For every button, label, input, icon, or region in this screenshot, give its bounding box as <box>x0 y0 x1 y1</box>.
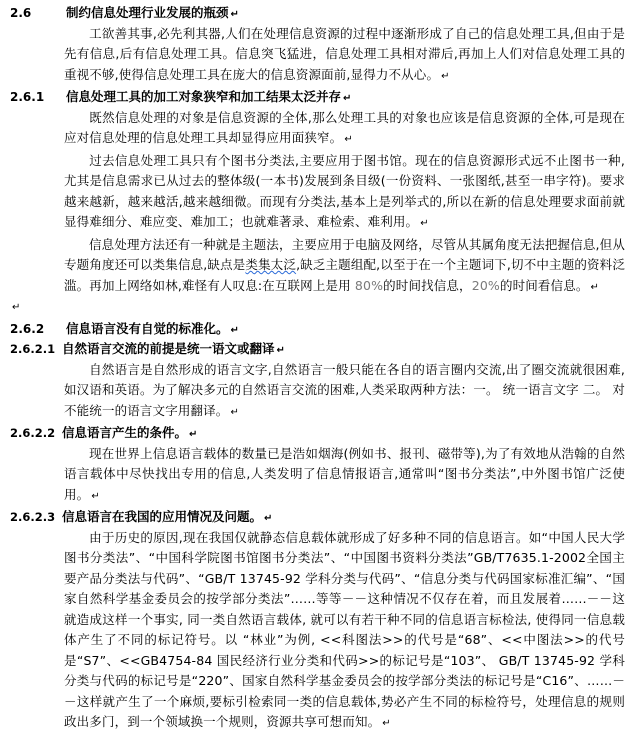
paragraph-info-language-conditions: 现在世界上信息语言载体的数量已是浩如烟海(例如书、报刊、磁带等),为了有效地从浩翰的自然语言载体中尽快找出专用的信息,人类发明了信息情报语言,通常叫“图书分类法”,中外图书馆广泛使用。 ↵ <box>64 445 625 502</box>
paragraph-china-usage: 由于历史的原因,现在我国仅就静态信息载体就形成了好多种不同的信息语言。如“中国人民大学图书分类法”、“中国科学院图书馆图书分类法”、“中国图书资料分类法”GB/T7635.1-2002全国主要产品分类法与代码”、“GB/T 13745-92 学科分类与代码”、“信息分类与代码国家标准汇编”、“国家自然科学基金委员会的按学部分类法”……等等－－这种情况不仅存在着，而且发展着……－－这就造成这样一个事实, 同一类自然语言载体, 就可以有若干种不同的信息语言标检法, 使得同一信息载体产生了不同的标记符号。以 “林业”为例, <<科图法>>的代号是“68”、<<中图法>>的代号是“S7”、<<GB4754-84 国民经济行业分类和代码>>的标记号是“103”、 GB/T 13745-92 学科分类与代码的标记号是“220”、国家自然科学基金委员会的按学部分类法的标记号是“C16”、……－－这样就产生了一个麻烦,要标引检索同一类的信息载体,势必产生不同的标检符号，处理信息的规则政出多门，到一个领域换一个规则，资源共享可想而知。 ↵ <box>64 529 625 729</box>
section-number: 2.6.2.1 <box>10 342 56 356</box>
section-2-6-2-2-heading <box>0 423 637 444</box>
section-number: 2.6 <box>10 6 32 20</box>
empty-line: ↵ <box>12 302 21 313</box>
section-number: 2.6.2 <box>10 321 45 336</box>
section-title: 信息处理工具的加工对象狭窄和加工结果太泛并存 ↵ <box>66 89 352 104</box>
section-2-6-2-1-heading <box>0 339 637 360</box>
section-title: 制约信息处理行业发展的瓶颈 ↵ <box>66 5 239 20</box>
section-2-6-2-heading <box>0 319 637 340</box>
section-number: 2.6.2.3 <box>10 510 56 524</box>
paragraph-tools: 过去信息处理工具只有个图书分类法,主要应用于图书馆。现在的信息资源形式远不止图书一种,尤其是信息需求已从过去的整体级(一本书)发展到条目级(一份资料、一张图纸,甚至一串字符)。要求越来越新，越来越活,越来越细微。而现有分类法,基本上是列举式的,所以在新的信息处理要求面前就显得难细分、难应变、难加工；也就难著录、难检索、难利用。 ↵ <box>64 152 625 229</box>
section-number: 2.6.1 <box>10 90 45 104</box>
section-2-6-2-3-heading <box>0 507 637 528</box>
section-title: 信息语言没有自觉的标准化。 ↵ <box>66 320 239 336</box>
section-2-6-heading <box>0 3 637 24</box>
paragraph-subject-method: 信息处理方法还有一种就是主题法，主要应用于电脑及网络，尽管从其属角度无法把握信息,但从专题角度还可以类集信息,缺点是类集太泛,缺乏主题组配,以至于在一个主题词下,切不中主题的资料泛滥。再加上网络如林,难怪有人叹息:在互联网上是用 80%的时间找信息，20%的时间看信息。 ↵ <box>64 236 625 293</box>
section-number: 2.6.2.2 <box>10 426 56 440</box>
section-2-6-1-heading <box>0 87 637 108</box>
intro-paragraph: 工欲善其事,必先利其器,人们在处理信息资源的过程中逐渐形成了自己的信息处理工具,但由于是先有信息,后有信息处理工具。信息突飞猛进，信息处理工具相对滞后,再加上人们对信息处理工具的重视不够,使得信息处理工具在庞大的信息资源面前,显得力不从心。 ↵ <box>64 25 625 82</box>
section-title: 信息语言在我国的应用情况及问题。 ↵ <box>62 509 273 524</box>
section-title: 信息语言产生的条件。 ↵ <box>62 425 198 440</box>
section-title: 自然语言交流的前提是统一语文或翻译 ↵ <box>62 341 285 356</box>
paragraph-object: 既然信息处理的对象是信息资源的全体,那么处理工具的对象也应该是信息资源的全体,可是现在应对信息处理的信息处理工具却显得应用面狭窄。 ↵ <box>64 109 625 145</box>
paragraph-natural-language: 自然语言是自然形成的语言文字,自然语言一般只能在各自的语言圈内交流,出了圈交流就很困难,如汉语和英语。为了解决多元的自然语言交流的困难,人类采取两种方法：一。 统一语言文字 二。 对不能统一的语言文字用翻译。 ↵ <box>64 361 625 418</box>
